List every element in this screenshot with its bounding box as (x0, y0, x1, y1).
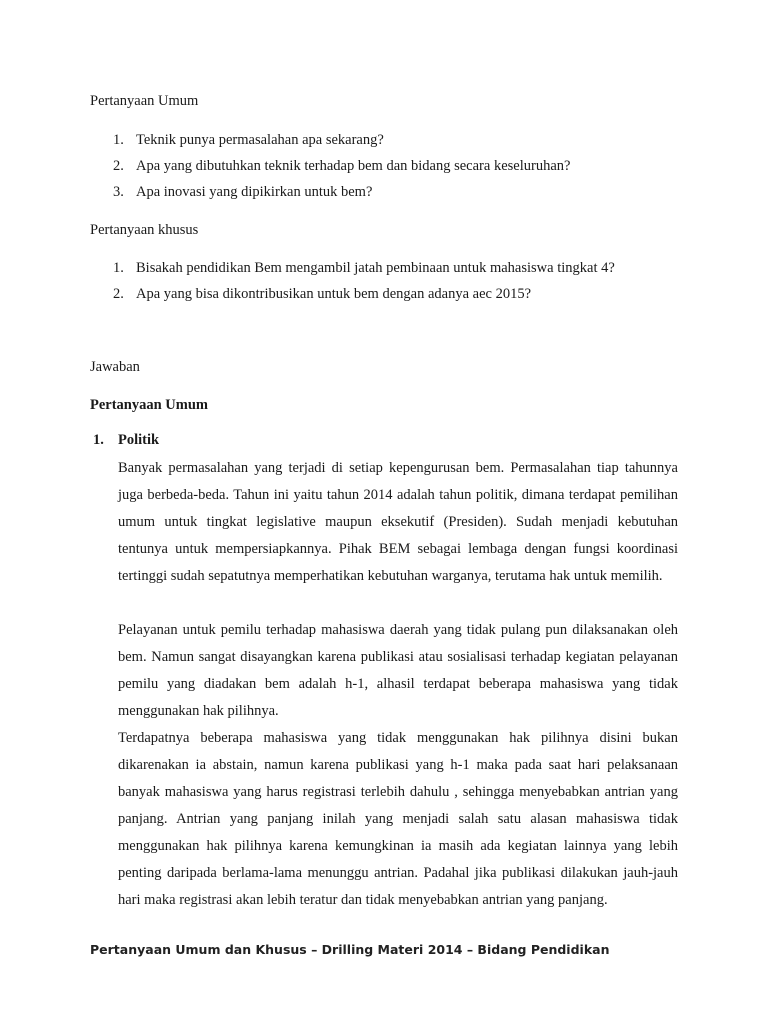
list-item (90, 257, 615, 283)
list-item (90, 155, 570, 181)
general-questions-title: Pertanyaan Umum (90, 93, 199, 109)
page-footer: Pertanyaan Umum dan Khusus – Drilling Materi 2014 – Bidang Pendidikan (90, 942, 610, 957)
answer-item-title: Politik (118, 432, 160, 448)
answers-title: Jawaban (90, 359, 140, 375)
answer-paragraph: Pelayanan untuk pemilu terhadap mahasiswa daerah yang tidak pulang pun dilaksanakan oleh bem. Namun sangat disayangkan karena publikasi atau sosialisasi terhadap kegiatan pelayanan pemilu yang diadakan bem adalah h-1, alhasil terdapat beberapa mahasiswa yang tidak menggunakan hak pilihnya. (118, 622, 678, 719)
list-item-text: Apa inovasi yang dipikirkan untuk bem? (136, 184, 373, 200)
list-item-number: 2. (113, 158, 124, 174)
list-item-text: Bisakah pendidikan Bem mengambil jatah pembinaan untuk mahasiswa tingkat 4? (136, 260, 615, 276)
specific-questions-title: Pertanyaan khusus (90, 222, 199, 238)
list-item (90, 129, 570, 155)
list-item-number: 1. (113, 132, 124, 148)
list-item (90, 283, 615, 309)
list-item (90, 181, 570, 207)
specific-questions-list (90, 257, 615, 309)
list-item-number: 1. (113, 260, 124, 276)
list-item-text: Apa yang dibutuhkan teknik terhadap bem dan bidang secara keseluruhan? (136, 158, 571, 174)
answer-item-number: 1. (93, 432, 104, 448)
general-questions-list (90, 129, 570, 207)
answer-paragraph: Banyak permasalahan yang terjadi di setiap kepengurusan bem. Permasalahan tiap tahunnya juga berbeda-beda. Tahun ini yaitu tahun 2014 adalah tahun politik, dimana terdapat pemilihan umum untuk tingkat legislative maupun eksekutif (Presiden). Sudah menjadi kebutuhan tentunya untuk mempersiapkannya. Pihak BEM sebagai lembaga dengan fungsi koordinasi tertinggi sudah sepatutnya memperhatikan kebutuhan warganya, terutama hak untuk memilih. (118, 460, 678, 584)
list-item-text: Teknik punya permasalahan apa sekarang? (136, 132, 384, 148)
answer-paragraph: Terdapatnya beberapa mahasiswa yang tidak menggunakan hak pilihnya disini bukan dikarenakan ia abstain, namun karena publikasi yang h-1 maka pada saat hari pelaksanaan banyak mahasiswa yang harus registrasi terlebih dahulu , sehingga menyebabkan antrian yang panjang. Antrian yang panjang inilah yang menjadi salah satu alasan mahasiswa tidak menggunakan hak pilihnya karena kemungkinan ia masih ada kegiatan lainnya yang lebih penting daripada berlama-lama menunggu antrian. Padahal jika publikasi dilakukan jauh-jauh hari maka registrasi akan lebih teratur dan tidak menyebabkan antrian yang panjang. (118, 730, 678, 908)
answers-section-heading: Pertanyaan Umum (90, 397, 209, 413)
list-item-number: 2. (113, 286, 124, 302)
list-item-number: 3. (113, 184, 124, 200)
list-item-text: Apa yang bisa dikontribusikan untuk bem dengan adanya aec 2015? (136, 286, 532, 302)
